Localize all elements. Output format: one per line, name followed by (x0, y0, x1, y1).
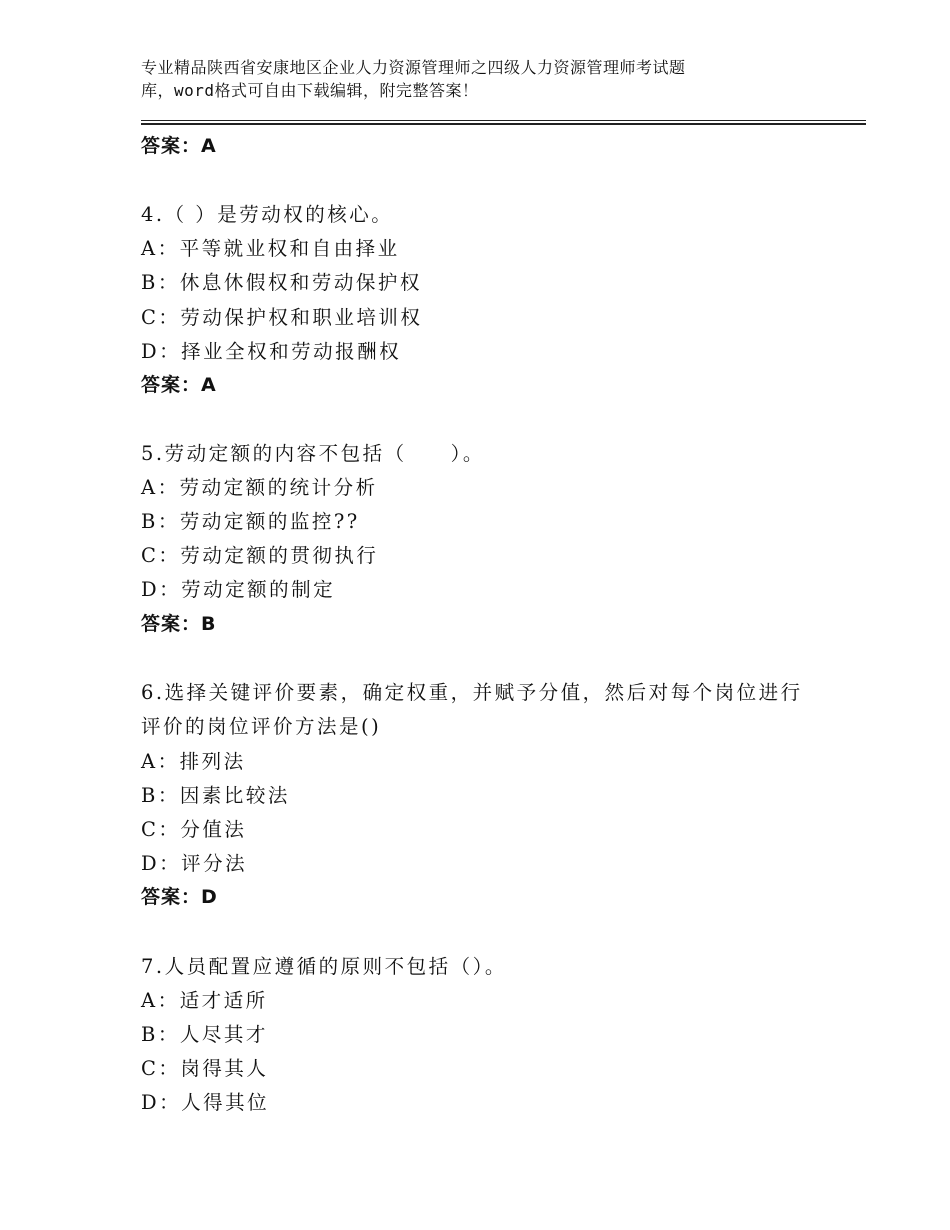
question-6-text-line-1: 6.选择关键评价要素，确定权重，并赋予分值，然后对每个岗位进行 (141, 681, 803, 704)
header-title-line-2: 库，word格式可自由下载编辑，附完整答案！ (141, 81, 479, 100)
question-4-option-b: B：休息休假权和劳动保护权 (141, 271, 422, 294)
question-4-answer: 答案：A (141, 374, 217, 396)
question-5-option-a: A：劳动定额的统计分析 (141, 476, 378, 499)
question-6-option-b: B：因素比较法 (141, 784, 290, 807)
previous-answer: 答案：A (141, 135, 217, 157)
question-7-option-c: C：岗得其人 (141, 1057, 269, 1080)
header-title-line-1: 专业精品陕西省安康地区企业人力资源管理师之四级人力资源管理师考试题 (141, 58, 686, 77)
question-6-option-c: C：分值法 (141, 818, 247, 841)
question-4-text: 4.（ ）是劳动权的核心。 (141, 203, 394, 226)
question-5-option-d: D：劳动定额的制定 (141, 578, 336, 601)
question-7-option-b: B：人尽其才 (141, 1023, 268, 1046)
question-5-option-b: B：劳动定额的监控?? (141, 510, 360, 533)
question-7-option-a: A：适才适所 (141, 989, 268, 1012)
question-4-option-c: C：劳动保护权和职业培训权 (141, 306, 423, 329)
header-divider (141, 120, 866, 126)
question-6-text-line-2: 评价的岗位评价方法是() (141, 715, 382, 738)
question-5-answer: 答案：B (141, 613, 217, 635)
question-5-option-c: C：劳动定额的贯彻执行 (141, 544, 379, 567)
question-6-option-d: D：评分法 (141, 852, 248, 875)
question-6-option-a: A：排列法 (141, 750, 246, 773)
question-7-text: 7.人员配置应遵循的原则不包括（）。 (141, 955, 507, 978)
document-header (141, 56, 821, 102)
question-5-text: 5.劳动定额的内容不包括（ ）。 (141, 442, 485, 465)
question-4-option-a: A：平等就业权和自由择业 (141, 237, 400, 260)
question-6-answer: 答案：D (141, 886, 218, 908)
question-7-option-d: D：人得其位 (141, 1091, 270, 1114)
question-4-option-d: D：择业全权和劳动报酬权 (141, 340, 402, 363)
